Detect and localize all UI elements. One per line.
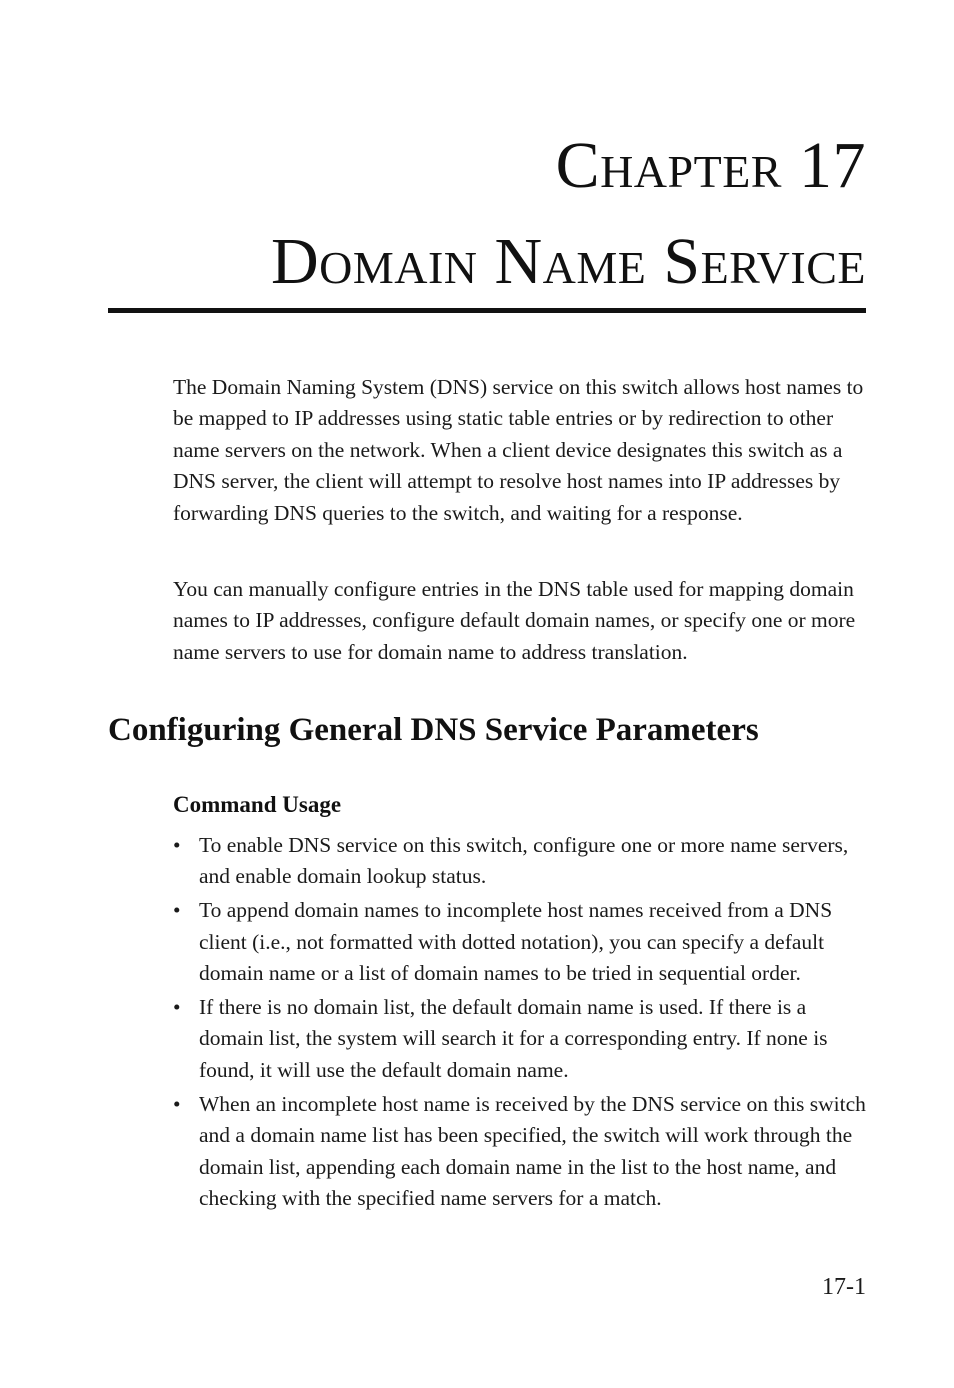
chapter-title <box>271 118 866 310</box>
command-usage-list <box>173 830 873 1217</box>
list-item <box>173 992 873 1086</box>
list-item-text: If there is no domain list, the default domain name is used. If there is a domain list, the system will search it for a corresponding entry. If none is found, it will use the default domain name. <box>199 995 828 1082</box>
page-number: 17-1 <box>822 1274 866 1300</box>
bullet-icon: • <box>173 1091 181 1116</box>
bullet-icon: • <box>173 833 181 857</box>
chapter-divider <box>108 308 866 313</box>
intro-paragraph-1: The Domain Naming System (DNS) service on this switch allows host names to be mapped to IP addresses using static table entries or by redirection to other name servers on the network. When a client device designates this switch as a DNS server, the client will attempt to resolve host names into IP addresses by forwarding DNS queries to the switch, and waiting for a response. <box>173 375 864 525</box>
bullet-icon: • <box>173 995 181 1020</box>
section-heading: Configuring General DNS Service Parameters <box>108 712 759 748</box>
list-item-text: When an incomplete host name is received by the DNS service on this switch and a domain name list has been specified, the switch will work through the domain list, appending each domain name in the list to the host name, and checking with the specified name servers for a match. <box>199 1091 866 1210</box>
list-item <box>173 830 873 893</box>
list-item-text: To enable DNS service on this switch, configure one or more name servers, and enable domain lookup status. <box>199 833 849 889</box>
command-usage-heading: Command Usage <box>173 792 342 817</box>
intro-paragraph-2: You can manually configure entries in the DNS table used for mapping domain names to IP addresses, configure default domain names, or specify one or more name servers to use for domain name to address translation. <box>173 577 856 664</box>
chapter-name: Domain Name Service <box>270 225 866 298</box>
list-item <box>173 1089 873 1215</box>
chapter-number: Chapter 17 <box>555 129 866 202</box>
list-item-text: To append domain names to incomplete host names received from a DNS client (i.e., not formatted with dotted notation), you can specify a default domain name or a list of domain names to be tried in sequential order. <box>199 898 833 986</box>
bullet-icon: • <box>173 898 181 923</box>
list-item <box>173 895 873 989</box>
